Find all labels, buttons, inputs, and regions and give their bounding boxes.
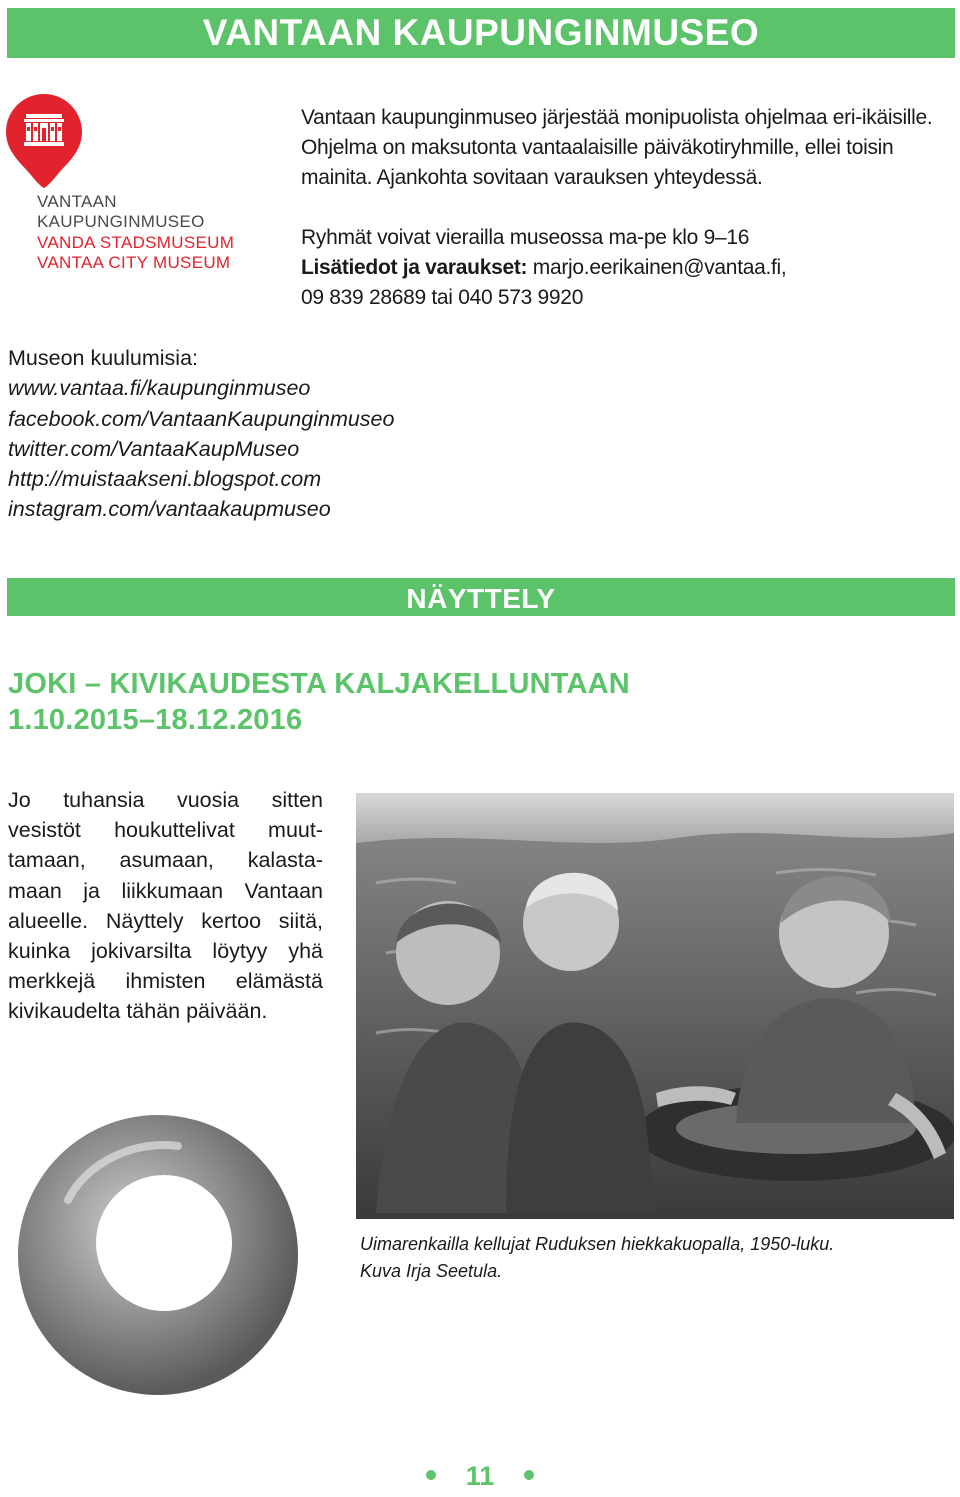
contact-phones: 09 839 28689 tai 040 573 9920 <box>301 286 584 309</box>
exhibition-title <box>8 666 630 738</box>
museum-building-icon <box>4 92 84 188</box>
page-title: VANTAAN KAUPUNGINMUSEO <box>202 12 760 53</box>
intro-paragraph: Vantaan kaupunginmuseo järjestää monipuolista ohjelmaa eri-ikäisille. Ohjelma on maksutonta vantaalaisille päiväkotiryhmille, ellei toisin mainita. Ajankohta sovitaan varauksen yhteydessä. <box>301 106 933 189</box>
exhibition-description <box>8 785 323 1027</box>
visiting-hours: Ryhmät voivat vierailla museossa ma-pe klo 9–16 <box>301 226 750 249</box>
logo-text-vantaa-city-museum: VANTAA CITY MUSEUM <box>37 253 231 272</box>
exhibition-dates: 1.10.2015–18.12.2016 <box>8 704 303 736</box>
intro-text <box>301 103 956 313</box>
link-instagram[interactable]: instagram.com/vantaakaupmuseo <box>8 497 331 522</box>
news-heading: Museon kuulumisia: <box>8 346 199 370</box>
contact-line <box>301 253 956 283</box>
caption-line: Kuva Irja Seetula. <box>360 1261 503 1281</box>
page-footer <box>0 1458 960 1494</box>
description-line: merkkejä ihmisten elämästä <box>8 969 323 994</box>
logo-text-kaupunginmuseo: KAUPUNGINMUSEO <box>37 212 205 231</box>
description-line: Jo tuhansia vuosia sitten <box>8 788 323 812</box>
exhibition-band-label: NÄYTTELY <box>406 583 556 614</box>
description-line: maan ja liikkumaan Vantaan <box>8 878 323 903</box>
exhibition-band <box>7 578 955 616</box>
link-twitter[interactable]: twitter.com/VantaaKaupMuseo <box>8 436 300 461</box>
logo-text-vanda-stadsmuseum: VANDA STADSMUSEUM <box>37 233 235 252</box>
link-facebook[interactable]: facebook.com/VantaanKaupunginmuseo <box>8 406 395 431</box>
page-number: 11 <box>465 1461 495 1491</box>
description-line: kivikaudelta tähän päivään. <box>8 999 268 1024</box>
children-swimming-photo <box>356 793 954 1219</box>
link-website[interactable]: www.vantaa.fi/kaupunginmuseo <box>8 376 311 401</box>
logo-text-vantaan: VANTAAN <box>37 192 117 211</box>
museum-logo <box>4 92 254 282</box>
swim-ring-image <box>8 1110 308 1400</box>
contact-label: Lisätiedot ja varaukset: <box>301 256 528 279</box>
link-blog[interactable]: http://muistaakseni.blogspot.com <box>8 467 322 492</box>
dot-icon <box>426 1470 436 1480</box>
description-line: kuinka jokivarsilta löytyy yhä <box>8 939 323 964</box>
description-line: alueelle. Näyttely kertoo siitä, <box>8 908 323 933</box>
news-links <box>8 343 394 525</box>
caption-line: Uimarenkailla kellujat Ruduksen hiekkakuopalla, 1950-luku. <box>360 1234 835 1254</box>
dot-icon <box>524 1470 534 1480</box>
contact-email[interactable]: marjo.eerikainen@vantaa.fi, <box>527 256 787 279</box>
photo-caption <box>360 1231 950 1285</box>
description-line: vesistöt houkuttelivat muut- <box>8 818 323 843</box>
description-line: tamaan, asumaan, kalasta- <box>8 848 323 873</box>
page-header-band <box>7 8 955 58</box>
exhibition-name: JOKI – KIVIKAUDESTA KALJAKELLUNTAAN <box>8 668 630 700</box>
